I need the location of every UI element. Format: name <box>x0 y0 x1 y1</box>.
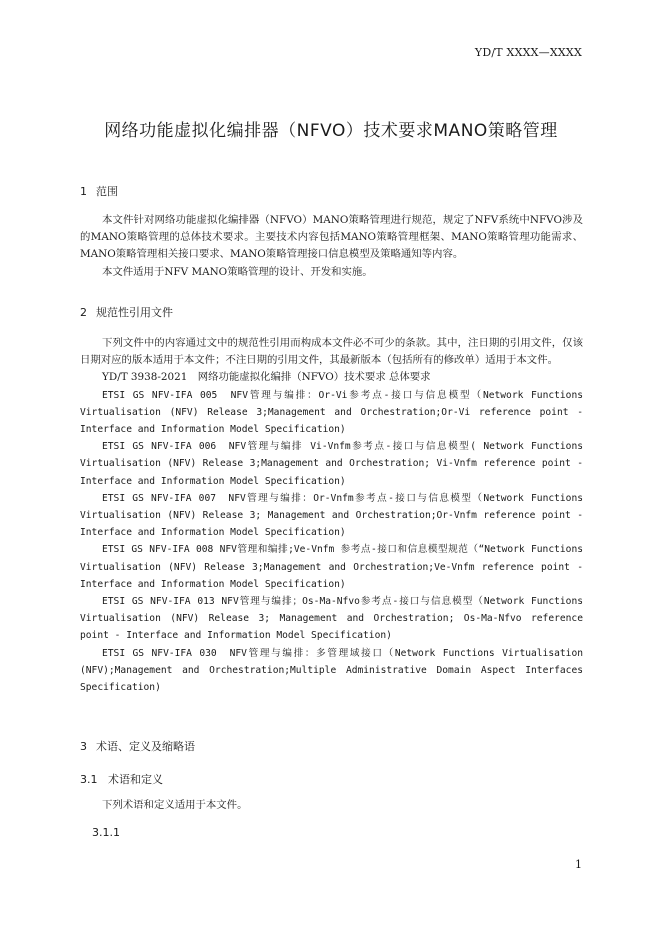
scope-text <box>80 212 583 281</box>
section-1-heading <box>80 183 118 199</box>
section-number: 3.1.1 <box>92 826 120 839</box>
section-title: 术语、定义及缩略语 <box>96 740 195 753</box>
section-3-1-1-heading <box>92 826 120 839</box>
reference-item: ETSI GS NFV-IFA 007 NFV管理与编排：Or-Vnfm参考点-接口与信息模型（Network Functions Virtualisation (NFV) Release 3; Management and Orchestration;Or-Vnfm reference point - Interface and Information Model Specification) <box>80 492 583 539</box>
section-number: 3.1 <box>80 773 98 786</box>
page-number: 1 <box>575 858 582 871</box>
reference-item: ETSI GS NFV-IFA 006 NFV管理与编排 Vi-Vnfm参考点-接口与信息模型( Network Functions Virtualisation (NFV) Release 3;Management and Orchestration; Vi-Vnfm reference point - Interface and Information Model Specification) <box>80 441 583 487</box>
section-number: 1 <box>80 185 87 198</box>
standard-number: YD/T XXXX—XXXX <box>474 46 582 59</box>
references-intro: 下列文件中的内容通过文中的规范性引用而构成本文件必不可少的条款。其中，注日期的引用文件，仅该日期对应的版本适用于本文件；不注日期的引用文件，其最新版本（包括所有的修改单）适用于本文件。 <box>80 337 583 367</box>
section-title: 范围 <box>96 185 118 198</box>
reference-item: ETSI GS NFV-IFA 013 NFV管理与编排；Os-Ma-Nfvo参考点-接口与信息模型（Network Functions Virtualisation (NFV) Release 3; Management and Orchestration; Os-Ma-Nfvo reference point - Interface and Information Model Specification) <box>80 596 583 642</box>
reference-item: YD/T 3938-2021 网络功能虚拟化编排（NFVO）技术要求 总体要求 <box>102 371 431 384</box>
section-title: 规范性引用文件 <box>96 306 173 319</box>
document-title: 网络功能虚拟化编排器（NFVO）技术要求MANO策略管理 <box>104 121 558 141</box>
section-3-1-heading <box>80 771 163 787</box>
terms-text <box>80 797 583 814</box>
scope-paragraph-1: 本文件针对网络功能虚拟化编排器（NFVO）MANO策略管理进行规范，规定了NFV系统中NFVO涉及的MANO策略管理的总体技术要求。主要技术内容包括MANO策略管理框架、MANO策略管理功能需求、MANO策略管理相关接口要求、MANO策略管理接口信息模型及策略通知等内容。 <box>80 214 583 261</box>
section-3-heading <box>80 738 195 754</box>
reference-item: ETSI GS NFV-IFA 030 NFV管理与编排：多管理域接口（Network Functions Virtualisation (NFV);Management and Orchestration;Multiple Administrative Domain Aspect Interfaces Specification) <box>80 647 583 694</box>
references-text <box>80 335 583 696</box>
reference-item: ETSI GS NFV-IFA 005 NFV管理与编排：Or-Vi参考点-接口与信息模型（Network Functions Virtualisation (NFV) Release 3;Management and Orchestration;Or-Vi reference point - Interface and Information Model Specification) <box>80 389 583 436</box>
scope-paragraph-2: 本文件适用于NFV MANO策略管理的设计、开发和实施。 <box>102 265 373 278</box>
reference-item: ETSI GS NFV-IFA 008 NFV管理和编排;Ve-Vnfm 参考点-接口和信息模型规范（“Network Functions Virtualisation (NFV) Release 3;Management and Orchestration;Ve-Vnfm reference point -Interface and Information Model Specification) <box>80 544 583 590</box>
section-number: 2 <box>80 306 87 319</box>
section-number: 3 <box>80 740 87 753</box>
section-2-heading <box>80 304 173 320</box>
terms-intro: 下列术语和定义适用于本文件。 <box>102 799 248 811</box>
section-title: 术语和定义 <box>108 773 163 786</box>
